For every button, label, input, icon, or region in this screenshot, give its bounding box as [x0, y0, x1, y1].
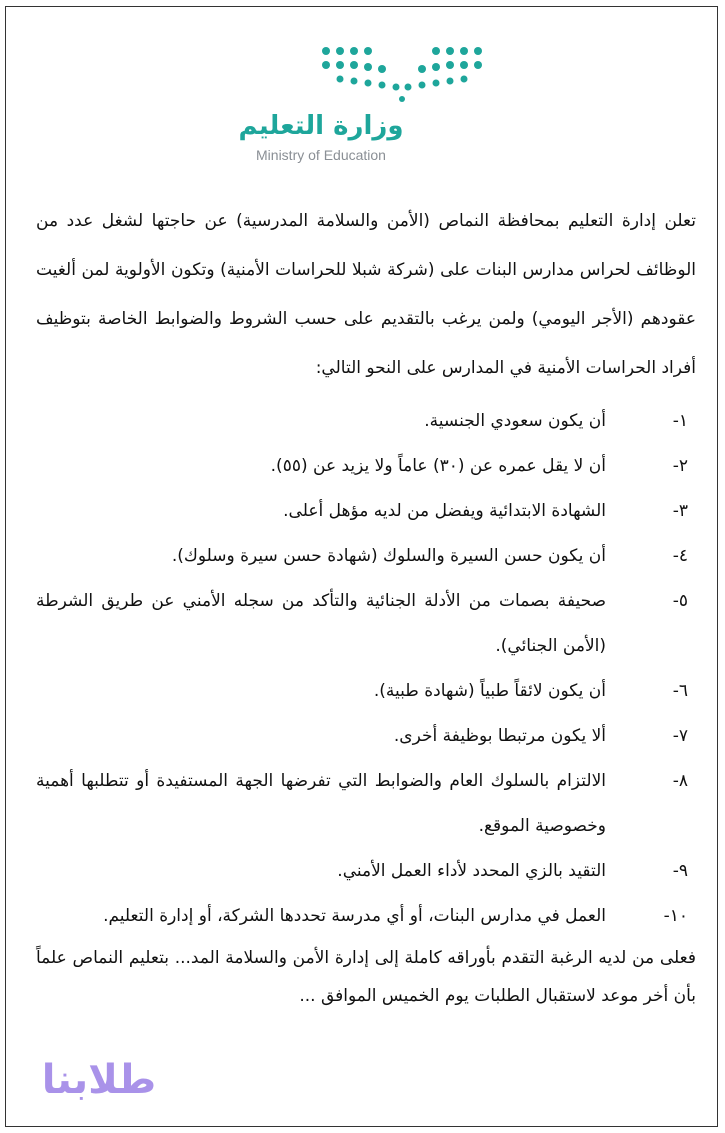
condition-text: أن يكون لائقاً طبياً (شهادة طبية). [373, 681, 606, 701]
condition-item [36, 534, 696, 579]
condition-number: ٣- [672, 501, 688, 521]
condition-text: صحيفة بصمات من الأدلة الجنائية والتأكد من سجله الأمني عن طريق الشرطة (الأمن الجنائي). [36, 591, 606, 656]
announcement-footer: فعلى من لديه الرغبة التقدم بأوراقه كاملة إلى إدارة الأمن والسلامة المد... بتعليم النماص علماً بأن أخر موعد لاستقبال الطلبات يوم الخميس الموافق ... [36, 948, 696, 1006]
condition-number: ٩- [672, 861, 688, 881]
condition-item [36, 444, 696, 489]
condition-text: الشهادة الابتدائية ويفضل من لديه مؤهل أعلى. [283, 501, 606, 521]
condition-item [36, 894, 696, 939]
condition-item [36, 399, 696, 444]
conditions-list [36, 399, 696, 939]
condition-number: ٢- [672, 456, 688, 476]
watermark-logo: طلابنا [41, 1057, 157, 1103]
condition-item [36, 849, 696, 894]
ministry-name-english: Ministry of Education [256, 147, 386, 163]
condition-number: ٧- [672, 726, 688, 746]
condition-number: ٥- [672, 591, 688, 611]
condition-text: العمل في مدارس البنات، أو أي مدرسة تحددها الشركة، أو إدارة التعليم. [103, 906, 606, 926]
site-watermark [34, 1037, 164, 1117]
condition-item [36, 759, 696, 849]
condition-text: أن يكون سعودي الجنسية. [424, 411, 606, 431]
condition-text: التقيد بالزي المحدد لأداء العمل الأمني. [337, 861, 606, 881]
ministry-name-arabic: وزارة التعليم [238, 111, 404, 141]
condition-item [36, 714, 696, 759]
condition-text: ألا يكون مرتبطا بوظيفة أخرى. [393, 726, 606, 746]
condition-text: أن يكون حسن السيرة والسلوك (شهادة حسن سيرة وسلوك). [171, 546, 606, 566]
condition-text: أن لا يقل عمره عن (٣٠) عاماً ولا يزيد عن (٥٥). [270, 456, 606, 476]
condition-item [36, 579, 696, 669]
document-frame [5, 6, 718, 1127]
condition-number: ١- [672, 411, 688, 431]
condition-item [36, 489, 696, 534]
condition-number: ٦- [672, 681, 688, 701]
condition-number: ١٠- [663, 906, 688, 926]
condition-text: الالتزام بالسلوك العام والضوابط التي تفرضها الجهة المستفيدة أو تتطلبها أهمية وخصوصية الموقع. [36, 771, 606, 836]
condition-number: ٨- [672, 771, 688, 791]
condition-item [36, 669, 696, 714]
announcement-body [36, 197, 696, 1015]
announcement-intro: تعلن إدارة التعليم بمحافظة النماص (الأمن والسلامة المدرسية) عن حاجتها لشغل عدد من الوظائف لحراس مدارس البنات على (شركة شبلا للحراسات الأمنية) وتكون الأولوية لمن ألغيت عقودهم (الأجر اليومي) ولمن يرغب بالتقديم على حسب الشروط والضوابط الخاصة بتوظيف أفراد الحراسات الأمنية في المدارس على النحو التالي: [36, 211, 696, 378]
ministry-logo-icon [318, 45, 488, 105]
condition-number: ٤- [672, 546, 688, 566]
